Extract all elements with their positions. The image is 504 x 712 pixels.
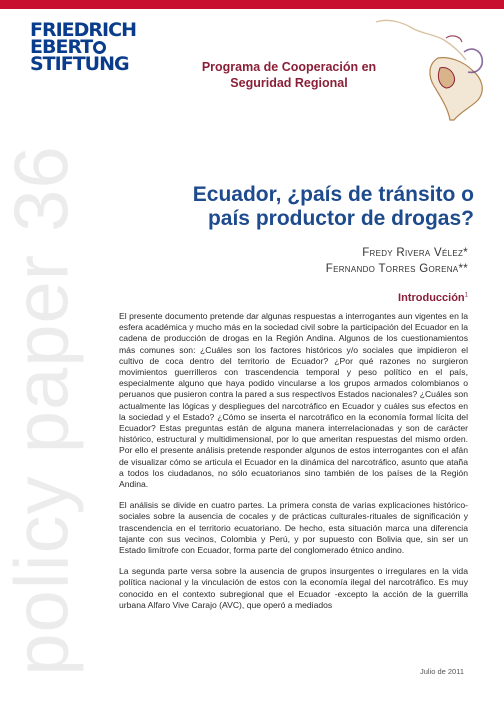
paragraph-1: El presente documento pretende dar algunas respuestas a interrogantes aun vigentes en la esfera académica y mucho más en la sociedad civil sobre la participación del Ecuador en la cadena de producción de drogas en la Región Andina. Algunos de los cuestionamientos más comunes son: ¿Cuáles son los factores históricos y/o sociales que impidieron el cultivo de coca dentro del territorio de Ecuador? ¿Por qué razones no surgieron movimientos guerrilleros con trascendencia temporal y peso político en el país, especialmente alguno que haya podido vincularse a los grupos armados colombianos o peruanos que pusieron contra la pared a sus respectivos Estados nacionales? ¿Cuáles son actualmente las lógicas y despliegues del narcotráfico en Ecuador y cuáles sus efectos en la sociedad y el Estado? ¿Cómo se inserta el narcotráfico en la economía formal lícita del Ecuador? Estas preguntas están de alguna manera interrelacionadas y son de carácter histórico, estructural y multidimensional, por lo que ameritan respuestas del mismo orden. Por ello el presente análisis pretende responder algunos de estos interrogantes con el afán de visualizar cómo se articula el Ecuador en la dinámica del narcotráfico, asunto que ataña a todos los ciudadanos, no sólo ecuatorianos sino también de los países de la Región Andina. (119, 311, 468, 490)
series-vertical-label (0, 144, 85, 676)
logo-line-1: FRIEDRICH (30, 19, 136, 41)
author-1: Fredy Rivera Vélez* (362, 247, 468, 259)
document-title (154, 183, 474, 231)
paragraph-2: El análisis se divide en cuatro partes. La primera consta de varias explicaciones histórico-sociales sobre la ausencia de cocales y de prácticas culturales-rituales de significación y trascendencia en el territorio ecuatoriano. De hecho, esta situación marca una diferencia tajante con sus vecinos, Colombia y Perú, y por supuesto con Bolivia que, sin ser un Estado limítrofe con Ecuador, forma parte del conglomerado étnico andino. (119, 500, 468, 556)
program-line-1: Programa de Cooperación en (201, 60, 377, 74)
author-list (168, 245, 468, 277)
logo-line-2-text: EBERT (30, 36, 93, 58)
program-line-2: Seguridad Regional (230, 76, 348, 90)
paragraph-3: La segunda parte versa sobre la ausencia de grupos insurgentes o irregulares en la vida política nacional y la vinculación de estos con la economía ilegal del narcotráfico. Es muy conocido en el contexto subregional que el Ecuador -excepto la acción de la guerrilla urbana Alfaro Vive Carajo (AVC), que operó a mediados (119, 566, 468, 610)
latin-america-map-illustration (368, 12, 496, 122)
map-outline-north (376, 20, 466, 60)
logo-line-3: STIFTUNG (30, 53, 129, 75)
title-line-2: país productor de drogas? (207, 207, 474, 230)
body-text (119, 311, 468, 621)
title-line-1: Ecuador, ¿país de tránsito o (192, 183, 474, 206)
section-heading (398, 292, 468, 304)
map-outline-continent (430, 58, 482, 120)
program-name (178, 59, 400, 91)
fes-logo[interactable] (30, 19, 140, 75)
top-color-bar (0, 0, 504, 9)
map-detail-stroke (446, 36, 462, 42)
section-heading-text: Introducción (398, 292, 465, 304)
footnote-marker[interactable]: 1 (464, 292, 468, 299)
publication-date: Julio de 2011 (419, 667, 464, 676)
series-label-text: policy paper 36 (0, 144, 85, 676)
author-2: Fernando Torres Gorena** (325, 263, 468, 275)
